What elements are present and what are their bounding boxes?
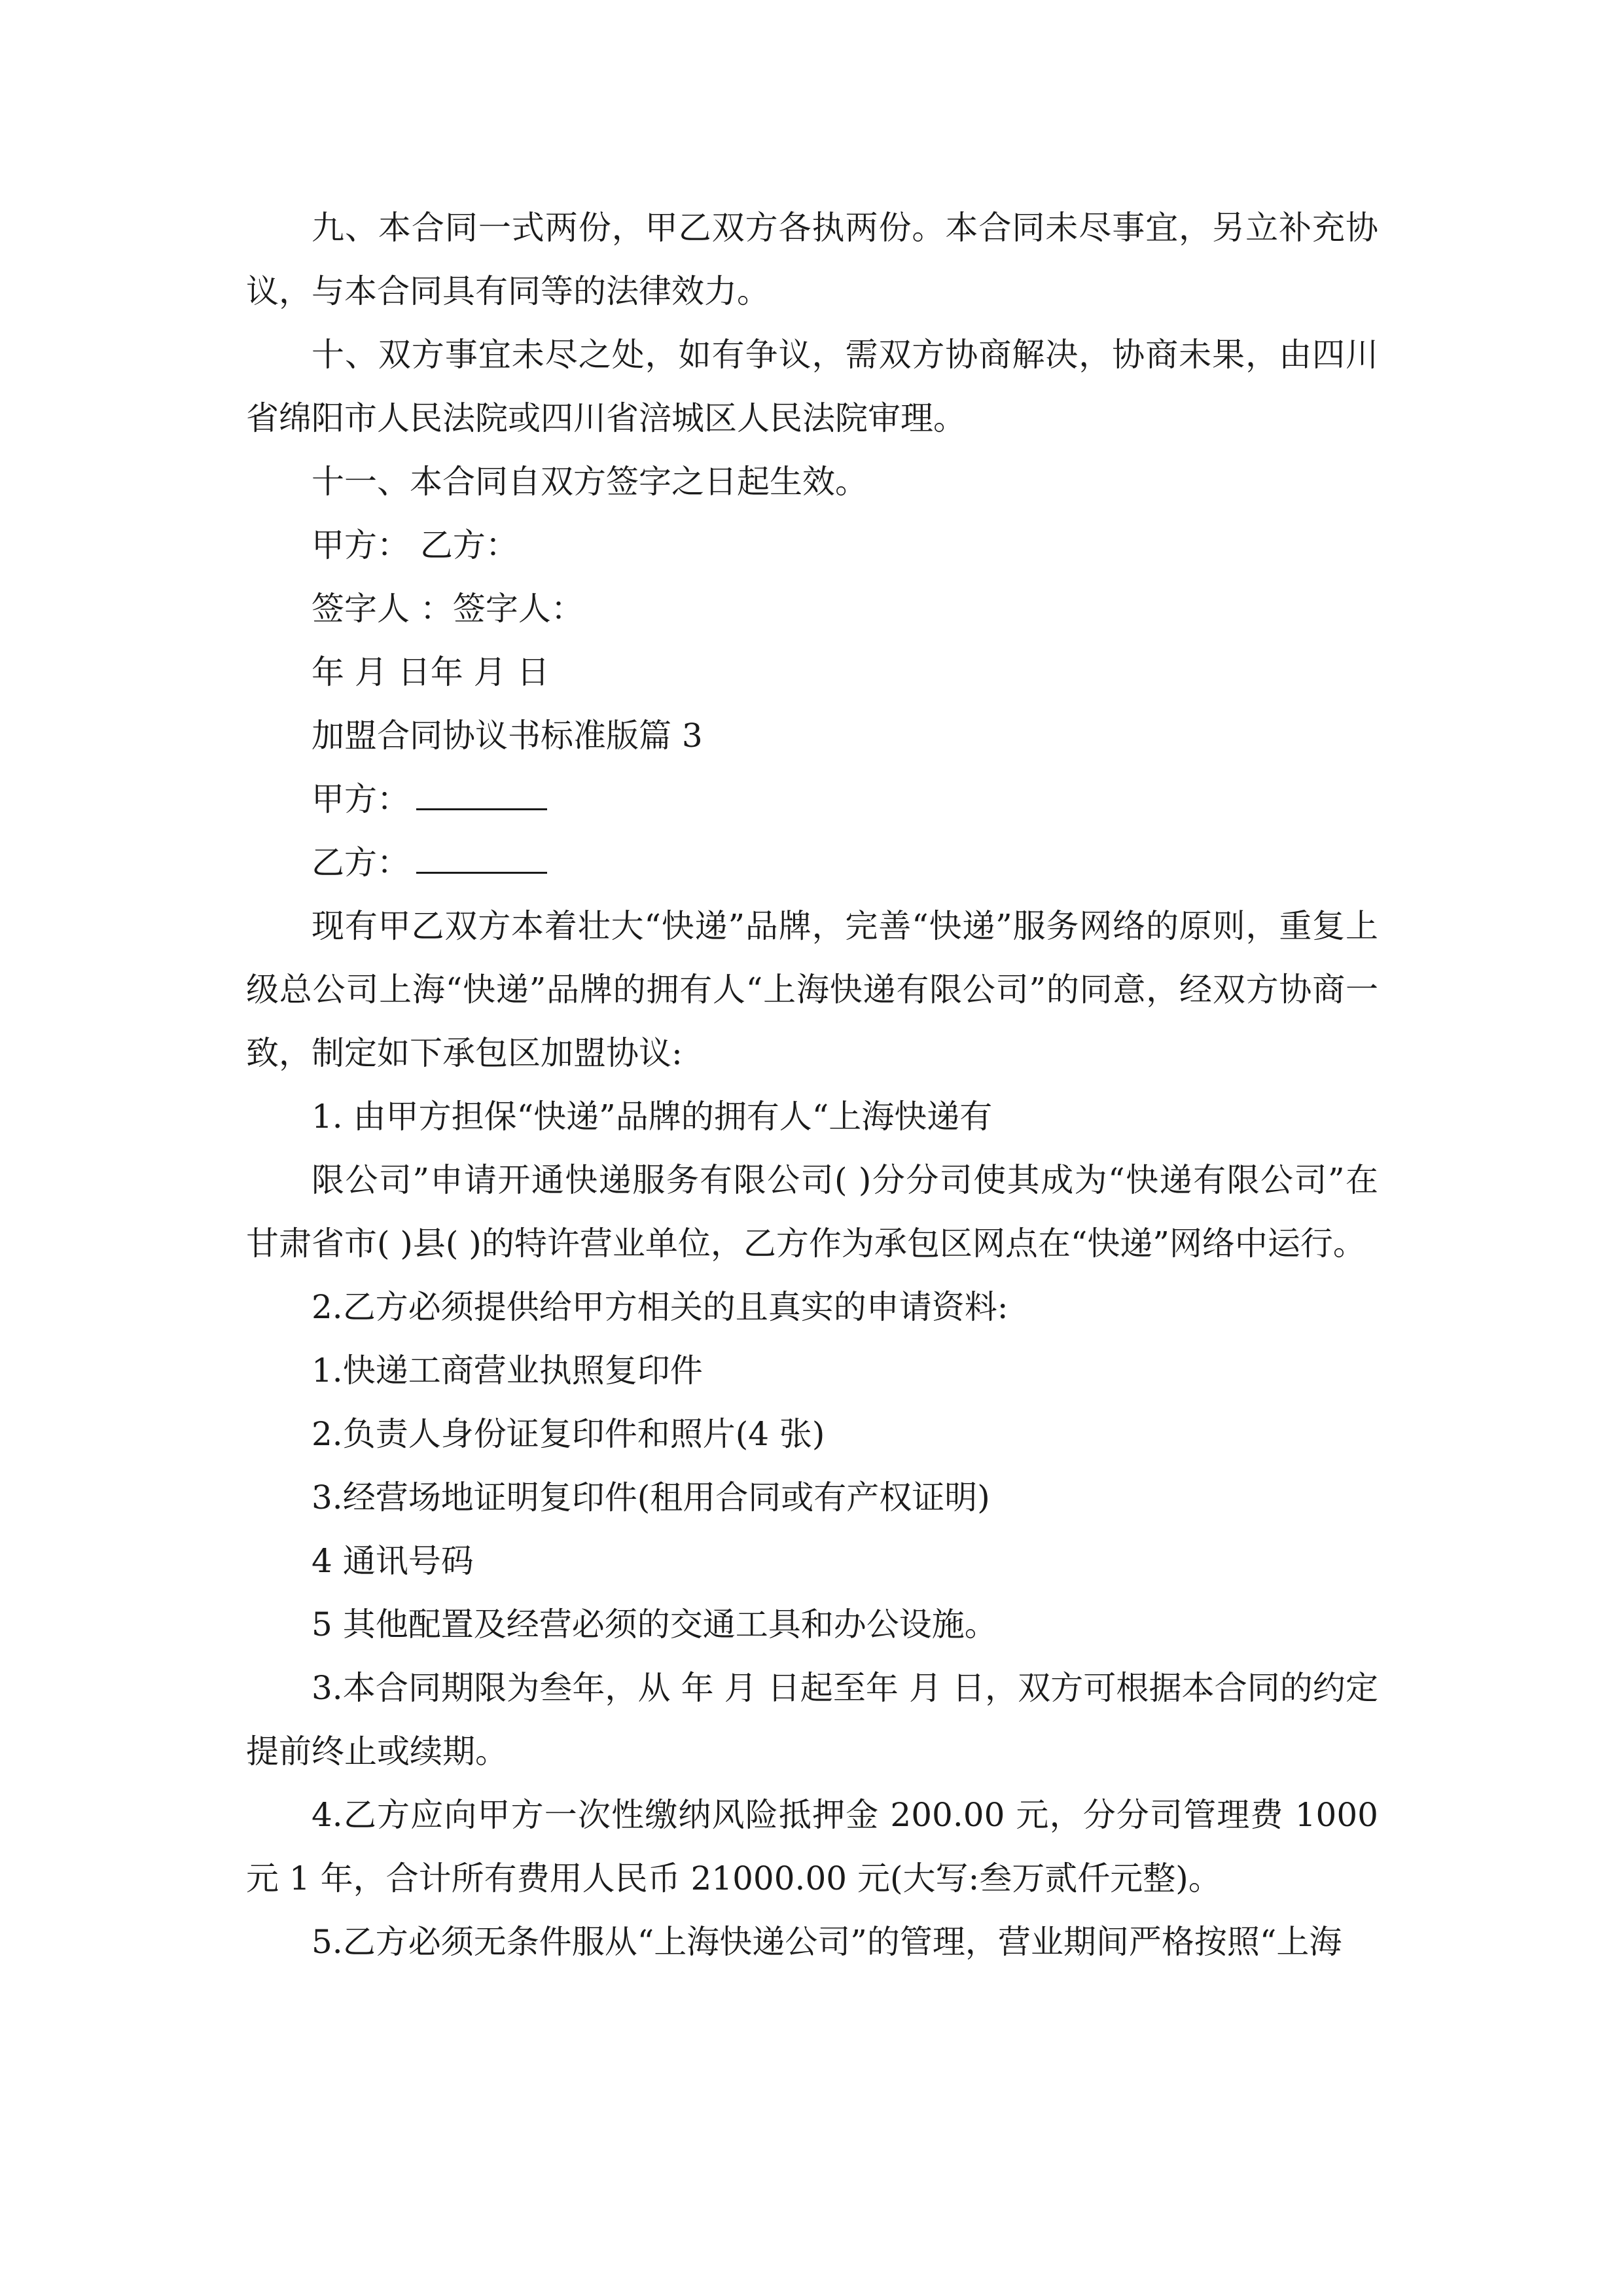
section-title: 加盟合同协议书标准版篇 3 xyxy=(312,717,703,755)
clause-10: 十、双方事宜未尽之处，如有争议，需双方协商解决，协商未果，由四川省绵阳市人民法院或四川省涪城区人民法院审理。 xyxy=(246,336,1378,437)
item-1-start: 1. 由甲方担保“快递”品牌的拥有人“上海快递有 xyxy=(312,1098,993,1136)
party-a-line xyxy=(246,768,1378,831)
preamble: 现有甲乙双方本着壮大“快递”品牌，完善“快递”服务网络的原则，重复上级总公司上海“快递”品牌的拥有人“上海快递有限公司”的同意，经双方协商一致，制定如下承包区加盟协议: xyxy=(246,907,1378,1072)
clause-9: 九、本合同一式两份，甲乙双方各执两份。本合同未尽事宜，另立补充协议，与本合同具有同等的法律效力。 xyxy=(246,209,1378,310)
item-1-continued: 限公司”申请开通快递服务有限公司( )分分司使其成为“快递有限公司”在甘肃省市( )县( )的特许营业单位，乙方作为承包区网点在“快递”网络中运行。 xyxy=(246,1161,1378,1263)
item-2: 2.乙方必须提供给甲方相关的且真实的申请资料: xyxy=(312,1288,1008,1326)
item-4-fees: 4.乙方应向甲方一次性缴纳风险抵押金 200.00 元，分分司管理费 1000 元 1 年，合计所有费用人民币 21000.00 元(大写:叁万贰仟元整)。 xyxy=(246,1796,1378,1897)
doc-list-item-3: 3.经营场地证明复印件(租用合同或有产权证明) xyxy=(312,1479,990,1516)
doc-list-item-4: 4 通讯号码 xyxy=(312,1542,474,1580)
clause-11: 十一、本合同自双方签字之日起生效。 xyxy=(312,463,868,501)
item-3-term: 3.本合同期限为叁年，从 年 月 日起至年 月 日，双方可根据本合同的约定提前终止或续期。 xyxy=(246,1669,1378,1770)
doc-list-item-2: 2.负责人身份证复印件和照片(4 张) xyxy=(312,1415,825,1453)
item-5-management: 5.乙方必须无条件服从“上海快递公司”的管理，营业期间严格按照“上海 xyxy=(312,1923,1342,1961)
party-a-label: 甲方： xyxy=(312,780,410,818)
party-b-label: 乙方： xyxy=(312,844,410,882)
document-page xyxy=(246,196,1378,1974)
party-labels: 甲方： 乙方： xyxy=(312,526,518,564)
date-labels: 年 月 日年 月 日 xyxy=(312,653,550,691)
signatory-labels: 签字人 ：签字人： xyxy=(312,590,584,628)
party-b-blank xyxy=(416,846,547,874)
party-b-line xyxy=(246,831,1378,895)
doc-list-item-5: 5 其他配置及经营必须的交通工具和办公设施。 xyxy=(312,1605,997,1643)
party-a-blank xyxy=(416,782,547,810)
doc-list-item-1: 1.快递工商营业执照复印件 xyxy=(312,1352,703,1390)
